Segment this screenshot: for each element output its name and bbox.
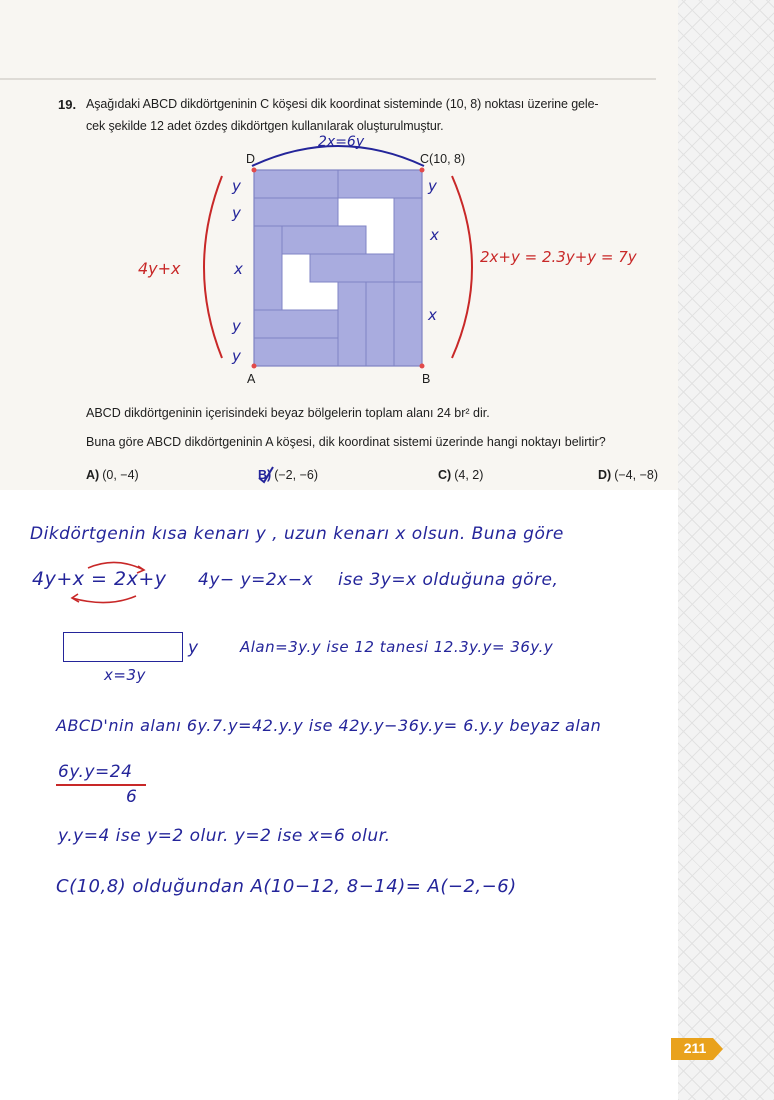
option-b-key: B) xyxy=(258,468,272,482)
fraction-numerator: 6y.y=24 xyxy=(58,762,133,782)
right-side-1: y xyxy=(428,177,437,195)
option-d-value: (−4, −8) xyxy=(614,468,658,482)
final-answer-line: C(10,8) olduğundan A(10−12, 8−14)= A(−2,−6) xyxy=(56,876,517,897)
label-d: D xyxy=(246,152,256,166)
fraction-bar xyxy=(56,784,146,786)
option-b-value: (−2, −6) xyxy=(274,468,318,482)
question-text-line-1: Aşağıdaki ABCD dikdörtgeninin C köşesi dik koordinat sisteminde (10, 8) noktası üzerine gele- xyxy=(86,97,599,111)
left-side-4: y xyxy=(232,317,241,335)
question-text-line-2: cek şekilde 12 adet özdeş dikdörtgen kullanılarak oluşturulmuştur. xyxy=(86,119,444,133)
fraction-denominator: 6 xyxy=(126,787,138,807)
area-sentence: ABCD dikdörtgeninin içerisindeki beyaz bölgelerin toplam alanı 24 br² dir. xyxy=(86,406,490,420)
small-rectangle-sketch xyxy=(63,632,183,662)
top-annotation: 2x=6y xyxy=(318,134,365,150)
option-c-key: C) xyxy=(438,468,452,482)
area-line: Alan=3y.y ise 12 tanesi 12.3y.y= 36y.y xyxy=(240,638,554,656)
solution-eq-left: 4y+x = 2x+y xyxy=(32,568,167,590)
rect-bottom-label: x=3y xyxy=(104,666,146,684)
option-a-key: A) xyxy=(86,468,100,482)
solution-eq-right: ise 3y=x olduğuna göre, xyxy=(338,570,559,590)
left-side-3: x xyxy=(234,260,243,278)
option-c-value: (4, 2) xyxy=(454,468,484,482)
question-ask: Buna göre ABCD dikdörtgeninin A köşesi, dik koordinat sistemi üzerinde hangi noktayı belirtir? xyxy=(86,435,606,449)
abcd-area-line: ABCD'nin alanı 6y.7.y=42.y.y ise 42y.y−36y.y= 6.y.y beyaz alan xyxy=(56,716,602,735)
right-side-2: x xyxy=(430,226,439,244)
label-a: A xyxy=(247,372,256,386)
page-number: 211 xyxy=(683,1040,707,1056)
page-number-badge xyxy=(667,1034,727,1064)
label-c: C(10, 8) xyxy=(420,152,466,166)
left-side-1: y xyxy=(232,177,241,195)
option-a-value: (0, −4) xyxy=(102,468,139,482)
right-side-3: x xyxy=(428,306,437,324)
left-side-2: y xyxy=(232,204,241,222)
left-total-annotation: 4y+x xyxy=(138,259,181,278)
swap-arrows-icon xyxy=(58,558,158,608)
question-number: 19. xyxy=(58,97,77,112)
solution-eq-mid: 4y− y=2x−x xyxy=(198,570,314,590)
right-total-annotation: 2x+y = 2.3y+y = 7y xyxy=(480,248,637,266)
y-value-line: y.y=4 ise y=2 olur. y=2 ise x=6 olur. xyxy=(58,826,391,846)
rect-side-label: y xyxy=(188,638,199,658)
label-b: B xyxy=(422,372,431,386)
left-side-5: y xyxy=(232,347,241,365)
option-d-key: D) xyxy=(598,468,612,482)
solution-line-1: Dikdörtgenin kısa kenarı y , uzun kenarı x olsun. Buna göre xyxy=(30,524,564,544)
